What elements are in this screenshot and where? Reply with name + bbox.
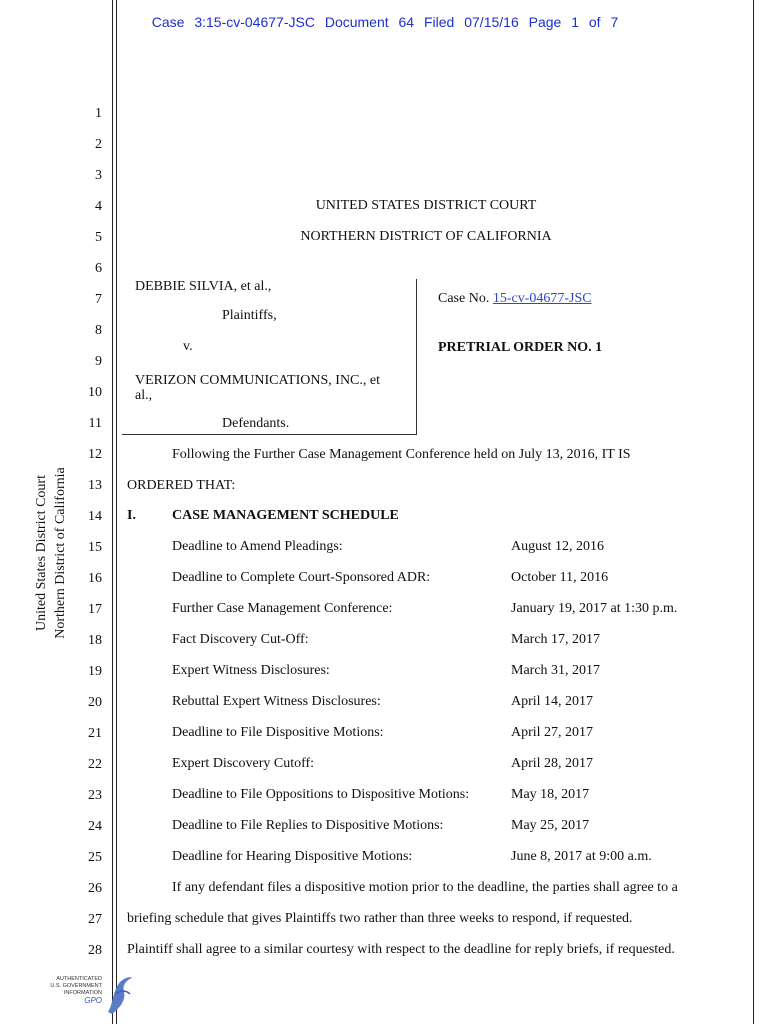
schedule-date: March 17, 2017 xyxy=(511,632,601,647)
case-number-link[interactable]: 15-cv-04677-JSC xyxy=(492,291,592,306)
schedule-event: Deadline to File Replies to Dispositive Motions: xyxy=(172,818,444,833)
line-number: 9 xyxy=(95,354,102,369)
schedule-event: Expert Witness Disclosures: xyxy=(172,663,330,678)
schedule-date: June 8, 2017 at 9:00 a.m. xyxy=(511,849,652,864)
eagle-icon xyxy=(102,972,136,1016)
margin-rule-right xyxy=(753,0,754,1024)
sidebar-court-name xyxy=(32,438,72,668)
line-number: 10 xyxy=(88,385,102,400)
gpo-text-1: AUTHENTICATED xyxy=(56,976,102,982)
line-number: 17 xyxy=(88,602,102,617)
line-number: 5 xyxy=(95,230,102,245)
section-number: I. xyxy=(127,508,136,523)
caption-box xyxy=(122,279,417,435)
line-number: 20 xyxy=(88,695,102,710)
line-number: 27 xyxy=(88,912,102,927)
plaintiff-role: Plaintiffs, xyxy=(222,308,277,323)
line-number: 28 xyxy=(88,943,102,958)
line-number: 18 xyxy=(88,633,102,648)
line-number: 15 xyxy=(88,540,102,555)
schedule-date: August 12, 2016 xyxy=(511,539,604,554)
defendant-name-line1: VERIZON COMMUNICATIONS, INC., et xyxy=(135,373,380,388)
schedule-date: May 18, 2017 xyxy=(511,787,590,802)
line-number: 14 xyxy=(88,509,102,524)
gpo-text-4: GPO xyxy=(84,996,102,1005)
schedule-date: March 31, 2017 xyxy=(511,663,601,678)
line-number: 23 xyxy=(88,788,102,803)
header-document: Document 64 xyxy=(324,14,415,30)
closing-line-1: If any defendant files a dispositive motion prior to the deadline, the parties shall agree to a xyxy=(172,880,678,895)
line-number: 24 xyxy=(88,819,102,834)
section-title: CASE MANAGEMENT SCHEDULE xyxy=(172,508,399,523)
schedule-event: Deadline to File Dispositive Motions: xyxy=(172,725,384,740)
line-number: 4 xyxy=(95,199,102,214)
margin-rule-left-inner xyxy=(116,0,117,1024)
schedule-date: April 28, 2017 xyxy=(511,756,594,771)
line-number: 21 xyxy=(88,726,102,741)
line-number: 8 xyxy=(95,323,102,338)
schedule-event: Deadline to File Oppositions to Dispositive Motions: xyxy=(172,787,470,802)
order-title: PRETRIAL ORDER NO. 1 xyxy=(438,340,603,355)
line-number: 26 xyxy=(88,881,102,896)
line-number: 6 xyxy=(95,261,102,276)
line-number: 25 xyxy=(88,850,102,865)
schedule-event: Deadline for Hearing Dispositive Motions: xyxy=(172,849,413,864)
line-number: 7 xyxy=(95,292,102,307)
line-number: 2 xyxy=(95,137,102,152)
schedule-date: April 14, 2017 xyxy=(511,694,594,709)
line-number: 3 xyxy=(95,168,102,183)
schedule-event: Further Case Management Conference: xyxy=(172,601,393,616)
schedule-event: Deadline to Complete Court-Sponsored ADR: xyxy=(172,570,431,585)
schedule-date: January 19, 2017 at 1:30 p.m. xyxy=(511,601,678,616)
schedule-date: April 27, 2017 xyxy=(511,725,594,740)
line-number: 16 xyxy=(88,571,102,586)
gpo-authentication-logo xyxy=(44,972,144,1016)
header-case: Case 3:15-cv-04677-JSC xyxy=(151,14,315,30)
court-district: NORTHERN DISTRICT OF CALIFORNIA xyxy=(300,229,552,244)
gpo-text-3: INFORMATION xyxy=(63,990,102,996)
sidebar-line-2: Northern District of California xyxy=(53,467,68,639)
intro-line-2: ORDERED THAT: xyxy=(127,478,236,493)
defendant-name-line2: al., xyxy=(135,388,153,403)
line-number: 1 xyxy=(95,106,102,121)
schedule-event: Rebuttal Expert Witness Disclosures: xyxy=(172,694,381,709)
line-number: 11 xyxy=(88,416,102,431)
versus: v. xyxy=(183,339,193,354)
case-number-label: Case No. xyxy=(438,291,490,306)
schedule-date: October 11, 2016 xyxy=(511,570,609,585)
header-page: Page 1 of 7 xyxy=(528,14,619,30)
case-number xyxy=(438,291,592,307)
line-number: 19 xyxy=(88,664,102,679)
margin-rule-left xyxy=(112,0,113,1024)
sidebar-line-1: United States District Court xyxy=(34,475,49,631)
closing-line-2: briefing schedule that gives Plaintiffs two rather than three weeks to respond, if requested. xyxy=(127,911,633,926)
schedule-event: Expert Discovery Cutoff: xyxy=(172,756,315,771)
intro-line-1: Following the Further Case Management Conference held on July 13, 2016, IT IS xyxy=(172,447,631,462)
schedule-event: Fact Discovery Cut-Off: xyxy=(172,632,309,647)
line-number: 22 xyxy=(88,757,102,772)
court-name: UNITED STATES DISTRICT COURT xyxy=(315,198,537,213)
plaintiff-name: DEBBIE SILVIA, et al., xyxy=(135,279,272,294)
line-number: 13 xyxy=(88,478,102,493)
closing-line-3: Plaintiff shall agree to a similar courtesy with respect to the deadline for reply briefs, if requested. xyxy=(127,942,675,957)
header-filed: Filed 07/15/16 xyxy=(424,14,519,30)
schedule-event: Deadline to Amend Pleadings: xyxy=(172,539,343,554)
schedule-date: May 25, 2017 xyxy=(511,818,590,833)
gpo-text-2: U.S. GOVERNMENT xyxy=(50,983,102,989)
defendant-role: Defendants. xyxy=(222,416,290,431)
line-number: 12 xyxy=(88,447,102,462)
